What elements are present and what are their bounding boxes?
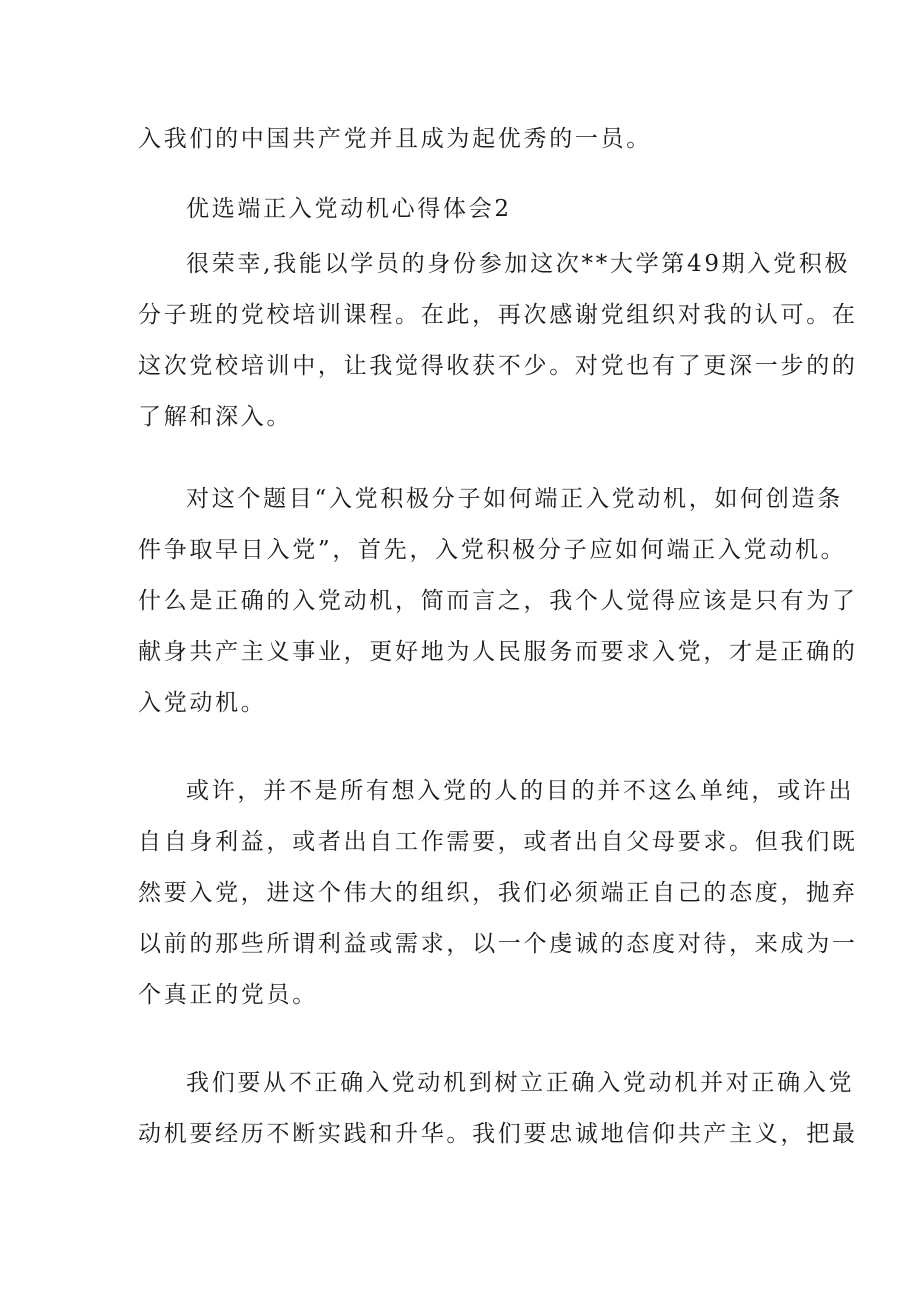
paragraph-4 <box>138 1058 858 1160</box>
text-line: 很荣幸,我能以学员的身份参加这次**大学第49期入党积极 <box>186 251 851 277</box>
text-line: 动机要经历不断实践和升华。我们要忠诚地信仰共产主义，把最 <box>138 1121 858 1147</box>
text-line: 自自身利益，或者出自工作需要，或者出自父母要求。但我们既 <box>138 829 858 855</box>
text-line: 入我们的中国共产党并且成为起优秀的一员。 <box>138 126 652 152</box>
text-line: 分子班的党校培训课程。在此，再次感谢党组织对我的认可。在 <box>138 302 858 328</box>
paragraph-2 <box>138 474 858 729</box>
text-line: 什么是正确的入党动机，简而言之，我个人觉得应该是只有为了 <box>138 588 858 614</box>
text-line: 这次党校培训中，让我觉得收获不少。对党也有了更深一步的的 <box>138 353 858 379</box>
text-line: 对这个题目“入党积极分子如何端正入党动机，如何创造条 <box>186 486 843 512</box>
heading-text: 优选端正入党动机心得体会2 <box>186 196 512 222</box>
text-line: 入党动机。 <box>138 690 267 716</box>
paragraph-1 <box>138 239 858 443</box>
text-line: 然要入党，进这个伟大的组织，我们必须端正自己的态度，抛弃 <box>138 880 858 906</box>
text-line: 了解和深入。 <box>138 404 293 430</box>
text-line: 个真正的党员。 <box>138 982 318 1008</box>
section-heading <box>138 184 798 235</box>
intro-paragraph <box>138 114 798 165</box>
text-line: 以前的那些所谓利益或需求，以一个虔诚的态度对待，来成为一 <box>138 931 858 957</box>
text-line: 献身共产主义事业，更好地为人民服务而要求入党，才是正确的 <box>138 639 858 665</box>
text-line: 或许，并不是所有想入党的人的目的并不这么单纯，或许出 <box>186 778 855 804</box>
text-line: 我们要从不正确入党动机到树立正确入党动机并对正确入党 <box>186 1070 855 1096</box>
paragraph-3 <box>138 766 858 1021</box>
text-line: 件争取早日入党”，首先，入党积极分子应如何端正入党动机。 <box>138 537 847 563</box>
